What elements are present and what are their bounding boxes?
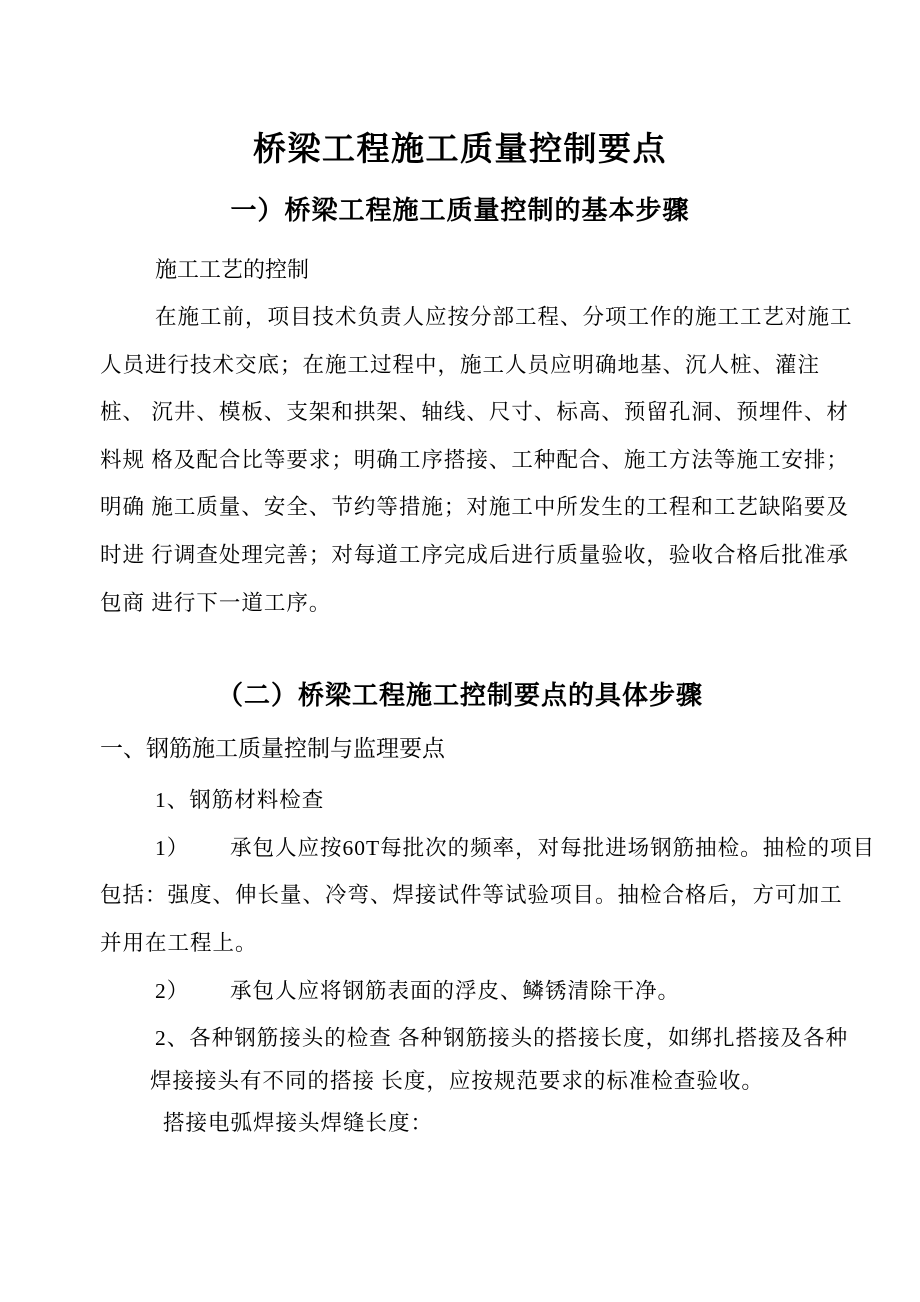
- text-line: 包商 进行下一道工序。: [100, 590, 332, 615]
- text-line: 并用在工程上。: [100, 930, 258, 955]
- text-line: 包括：强度、伸长量、冷弯、焊接试件等试验项目。抽检合格后，方可加工: [100, 883, 843, 908]
- paragraph-construction-process: [100, 294, 853, 627]
- text-line: [100, 825, 876, 873]
- list-text: 承包人应将钢筋表面的浮皮、鳞锈清除干净。: [230, 978, 681, 1003]
- text-line: 焊接接头有不同的搭接 长度，应按规范要求的标准检查验收。: [150, 1068, 764, 1093]
- section1-subheading: 施工工艺的控制: [155, 257, 310, 282]
- text-line: 料规 格及配合比等要求；明确工序搭接、工种配合、施工方法等施工安排；: [100, 447, 849, 472]
- text-line: 人员进行技术交底；在施工过程中，施工人员应明确地基、沉人桩、灌注: [100, 352, 821, 377]
- list-marker: 2）: [155, 978, 190, 1003]
- document-title: 桥梁工程施工质量控制要点: [253, 132, 667, 168]
- text-line: [100, 968, 820, 1016]
- text-line: 在施工前，项目技术负责人应按分部工程、分项工作的施工工艺对施工: [155, 305, 853, 329]
- section1-heading: 一）桥梁工程施工质量控制的基本步骤: [230, 196, 690, 225]
- text-line: 搭接电弧焊接头焊缝长度：: [163, 1110, 434, 1135]
- item-heading: 1、钢筋材料检查: [155, 788, 325, 813]
- text-line: 时进 行调查处理完善；对每道工序完成后进行质量验收，验收合格后批准承: [100, 542, 849, 567]
- text-line: 明确 施工质量、安全、节约等措施；对施工中所发生的工程和工艺缺陷要及: [100, 495, 849, 520]
- list-marker: 1）: [155, 835, 190, 860]
- section2-body: [100, 777, 876, 1063]
- section2-subheading: 一、钢筋施工质量控制与监理要点: [100, 736, 445, 762]
- section2-heading: （二）桥梁工程施工控制要点的具体步骤: [216, 681, 703, 711]
- text-line: 桩、 沉井、模板、支架和拱架、轴线、尺寸、标高、预留孔洞、预埋件、材: [100, 400, 849, 425]
- text-line: 2、各种钢筋接头的检查 各种钢筋接头的搭接长度，如绑扎搭接及各种: [155, 1026, 849, 1051]
- list-text: 承包人应按60T每批次的频率，对每批进场钢筋抽检。抽检的项目: [230, 835, 876, 860]
